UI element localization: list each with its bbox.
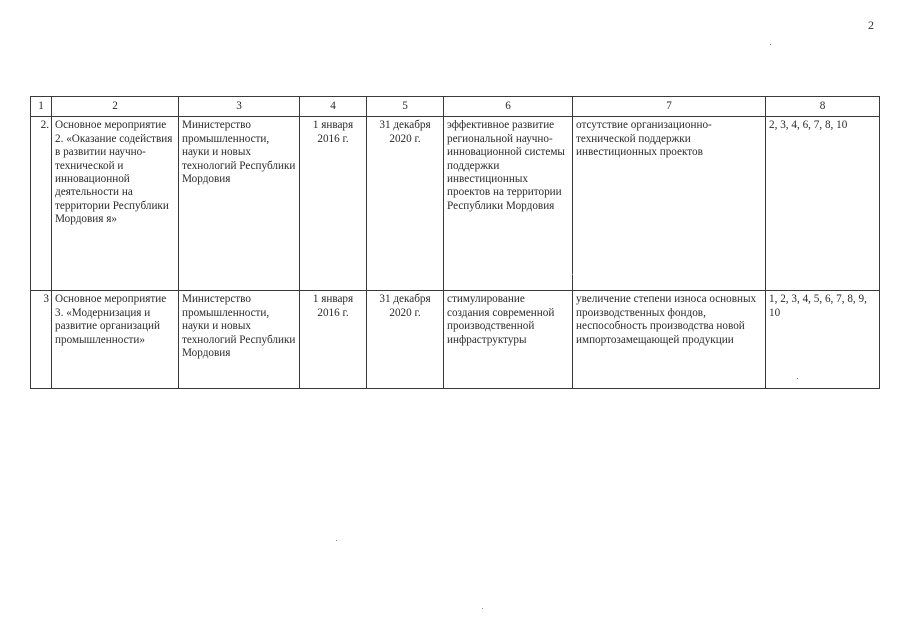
consequences: увеличение степени износа основных производственных фондов, неспособность производства новой импортозамещающей продукции [573, 291, 766, 389]
scan-speck [770, 44, 771, 45]
scan-speck [336, 540, 337, 541]
header-row [31, 97, 880, 117]
expected-result: эффективное развитие региональной научно-инновационной системы поддержки инвестиционных проектов на территории Республики Мордовия [444, 117, 573, 291]
header-cell-1: 1 [31, 97, 52, 117]
header-cell-2: 2 [52, 97, 179, 117]
end-date: 31 декабря 2020 г. [367, 291, 444, 389]
header-cell-7: 7 [573, 97, 766, 117]
scan-speck [482, 608, 483, 609]
program-events-table [30, 96, 880, 389]
executor: Министерство промышленности, науки и новых технологий Республики Мордовия [179, 291, 300, 389]
row-number: 3 [31, 291, 52, 389]
table-row [31, 291, 880, 389]
table-row [31, 117, 880, 291]
executor: Министерство промышленности, науки и новых технологий Республики Мордовия [179, 117, 300, 291]
header-cell-5: 5 [367, 97, 444, 117]
scan-speck [572, 274, 573, 275]
scan-speck [797, 378, 798, 379]
indicators: 1, 2, 3, 4, 5, 6, 7, 8, 9, 10 [766, 291, 880, 389]
header-cell-8: 8 [766, 97, 880, 117]
end-date: 31 декабря 2020 г. [367, 117, 444, 291]
expected-result: стимулирование создания современной производственной инфраструктуры [444, 291, 573, 389]
header-cell-6: 6 [444, 97, 573, 117]
start-date: 1 января 2016 г. [300, 291, 367, 389]
consequences: отсутствие организационно-технической поддержки инвестиционных проектов [573, 117, 766, 291]
event-name: Основное мероприятие 3. «Модернизация и развитие организаций промышленности» [52, 291, 179, 389]
header-cell-4: 4 [300, 97, 367, 117]
header-cell-3: 3 [179, 97, 300, 117]
page-number: 2 [868, 18, 874, 32]
event-name: Основное мероприятие 2. «Оказание содействия в развитии научно-технической и инновационной деятельности на территории Республики Мордовия я» [52, 117, 179, 291]
start-date: 1 января 2016 г. [300, 117, 367, 291]
row-number: 2. [31, 117, 52, 291]
indicators: 2, 3, 4, 6, 7, 8, 10 [766, 117, 880, 291]
